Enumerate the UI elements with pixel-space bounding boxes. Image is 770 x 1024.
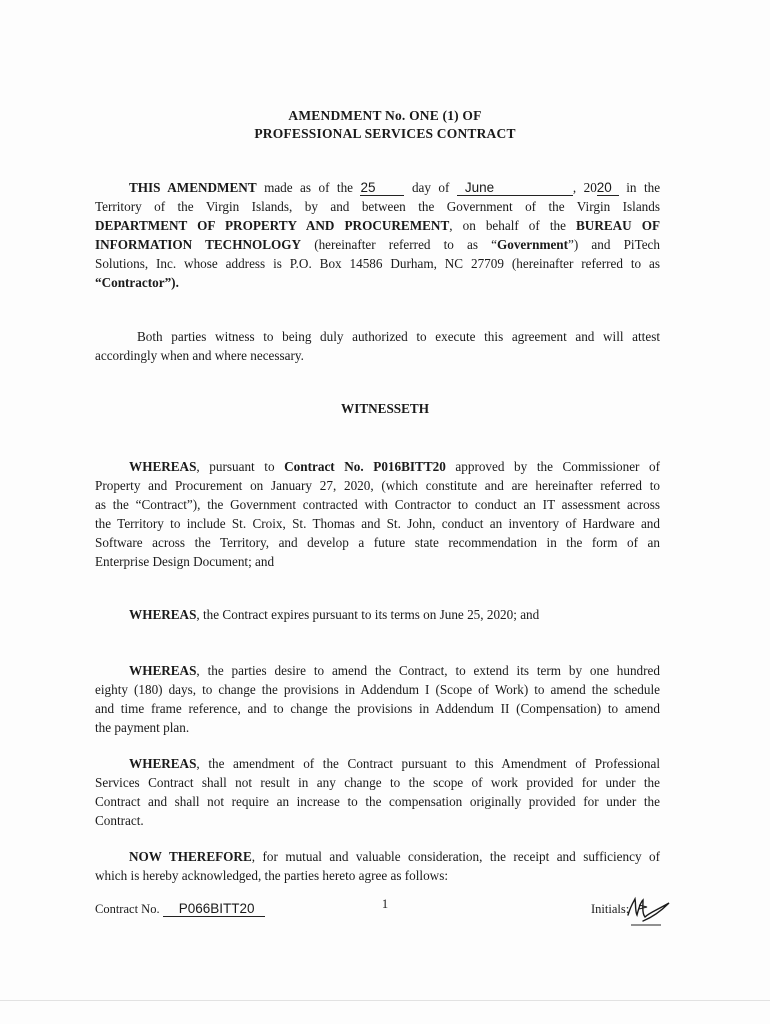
whereas-label: WHEREAS [129, 756, 197, 771]
and-pitech-text: ”) and PiTech [568, 237, 661, 252]
document-title-line2: PROFESSIONAL SERVICES CONTRACT [254, 126, 516, 141]
whereas3-line-1: , the parties desire to amend the Contract, to extend its term by one hundred [196, 663, 660, 678]
now-therefore-paragraph [95, 847, 660, 885]
year-field: 20 [597, 181, 619, 196]
pursuant-text: , pursuant to [196, 459, 275, 474]
year-prefix-text: , 20 [572, 180, 597, 195]
month-field: June [457, 181, 573, 196]
approved-text: approved by the Commissioner of [455, 459, 661, 474]
whereas4-line-1: , the amendment of the Contract pursuant to this Amendment of Professional [196, 756, 660, 771]
whereas4-line-2: Services Contract shall not result in any change to the scope of work provided for under the [95, 775, 660, 790]
now-therefore-line-2: which is hereby acknowledged, the parties hereto agree as follows: [95, 868, 449, 883]
day-field: 25 [360, 181, 404, 196]
now-therefore-line-1: , for mutual and valuable consideration, the receipt and sufficiency of [251, 849, 660, 864]
contract-no-field: P066BITT20 [163, 902, 265, 917]
whereas3-line-4: the payment plan. [95, 720, 190, 735]
whereas-paragraph-3 [95, 661, 660, 737]
page-number: 1 [381, 897, 389, 911]
document-title-line1: AMENDMENT No. ONE (1) OF [288, 108, 482, 123]
contractor-close-quote: ”). [164, 275, 179, 290]
whereas1-line-3: as the “Contract”), the Government contracted with Contractor to conduct an IT assessment across [95, 497, 660, 512]
witness-paragraph [95, 327, 660, 365]
day-of-text: day of [411, 180, 450, 195]
whereas-paragraph-1 [95, 457, 660, 571]
whereas1-line-2: Property and Procurement on January 27, 2020, (which constitute and are hereinafter referred to [95, 478, 660, 493]
bureau-of-text: BUREAU OF [576, 218, 661, 233]
contractor-term: Contractor [101, 275, 165, 290]
footer-contract-number [95, 902, 265, 917]
footer-initials-label: Initials: [591, 902, 630, 916]
now-therefore-label: NOW THEREFORE [129, 849, 252, 864]
whereas1-line-4: the Territory to include St. Croix, St. Thomas and St. John, conduct an inventory of Hardware and [95, 516, 660, 531]
witness-line-2: accordingly when and where necessary. [95, 348, 304, 363]
information-technology-text: INFORMATION TECHNOLOGY [95, 237, 302, 252]
whereas-paragraph-4 [95, 754, 660, 830]
scan-edge-line [0, 1000, 770, 1001]
intro-line-2: Territory of the Virgin Islands, by and between the Government of the Virgin Islands [95, 199, 660, 214]
in-the-text: in the [626, 180, 661, 195]
contractor-open-quote: “ [95, 275, 102, 290]
intro-paragraph [95, 178, 660, 292]
whereas4-line-3: Contract and shall not require an increase to the compensation originally provided for under the [95, 794, 660, 809]
whereas4-line-4: Contract. [95, 813, 144, 828]
made-as-of-text: made as of the [264, 180, 354, 195]
this-amendment-label: THIS AMENDMENT [129, 180, 257, 195]
whereas2-text: , the Contract expires pursuant to its terms on June 25, 2020; and [196, 607, 540, 622]
witnesseth-heading: WITNESSETH [341, 401, 429, 416]
witness-line-1: Both parties witness to being duly authorized to execute this agreement and will attest [137, 329, 660, 344]
whereas1-line-6: Enterprise Design Document; and [95, 554, 275, 569]
whereas-label: WHEREAS [129, 607, 197, 622]
whereas1-line-5: Software across the Territory, and develop a future state recommendation in the form of an [95, 535, 660, 550]
intro-line-5: Solutions, Inc. whose address is P.O. Box 14586 Durham, NC 27709 (hereinafter referred to as [95, 256, 660, 271]
whereas-label: WHEREAS [129, 663, 197, 678]
initials-signature-icon [625, 895, 673, 929]
whereas3-line-3: and time frame reference, and to change the provisions in Addendum II (Compensation) to amend [95, 701, 660, 716]
hereinafter-government-text: (hereinafter referred to as “ [314, 237, 497, 252]
on-behalf-text: , on behalf of the [449, 218, 566, 233]
whereas-paragraph-2 [95, 605, 660, 624]
government-term: Government [496, 237, 569, 252]
department-name: DEPARTMENT OF PROPERTY AND PROCUREMENT [95, 218, 450, 233]
contract-number-ref: Contract No. P016BITT20 [284, 459, 446, 474]
whereas-label: WHEREAS [129, 459, 197, 474]
whereas3-line-2: eighty (180) days, to change the provisions in Addendum I (Scope of Work) to amend the schedule [95, 682, 660, 697]
contract-no-label: Contract No. [95, 902, 160, 916]
